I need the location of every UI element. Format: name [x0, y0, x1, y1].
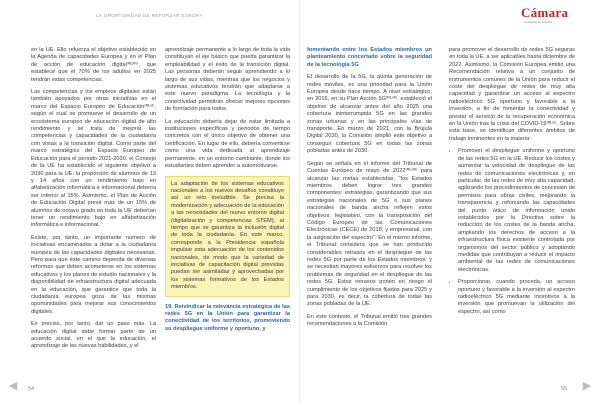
page-number-right: 55	[561, 386, 568, 392]
list-item: • Proporcionar, cuando proceda, un acceso oportuno y favorable a la inversión al espectro radioeléctrico 5G mediante incentivos a la inversión que promuevan la utilización del espectro, así como	[458, 279, 575, 316]
paragraph: Las competencias y los empleos digitales están también apoyados por otras iniciativas en el marco del Espacio Europeo de Educación⁽ᴿᴸᵛᴵ⁾, según el cual se promueve el desarrollo de un ecosistema europeo de educación digital de alto rendimiento y se trata de mejorar las competencias y capacidades de la ciudadanía con vistas a la transición digital. Como parte del marco estratégico del Espacio Europeo de Educación para el periodo 2021-2030, el Consejo de la UE ha establecido el siguiente objetivo a 2030 para la UE: la proporción de alumnos de 13 y 14 años con un rendimiento bajo en alfabetización informática e informacional debería ser inferior al 15%. Asimismo, el Plan de Acción de Educación Digital prevé más de un 15% de alumnos de octavo grado en toda la UE deberían tener un rendimiento bajo en alfabetización informática e informacional.	[31, 89, 156, 229]
paragraph: En este contexto, el Tribunal emitió tres grandes recomendaciones a la Comisión	[307, 313, 432, 328]
column-4	[449, 47, 575, 321]
page-number-left: 54	[28, 386, 35, 392]
page-spine	[299, 0, 300, 405]
next-page-icon[interactable]: ▶	[582, 380, 592, 392]
logo-subtitle: Comercio de España	[524, 20, 553, 24]
section-heading-continued: fomentando entre los Estados miembros un planteamiento concertado sobre la seguridad de la tecnología 5G	[307, 47, 432, 68]
paragraph: para promover el desarrollo de redes 5G seguras en toda la UE, a ser aplicables hasta diciembre de 2022. Asimismo, la Comisión Europea emitió una Recomendación relativa a un conjunto de instrumentos comunes de la Unión para reducir el coste del despliegue de redes de muy alta capacidad y garantizar un acceso al espectro radioeléctrico 5G oportuno y favorable a la inversión, a fin de fomentar la conectividad y prestar el servicio de la recuperación económica en la Unión tras la crisis del COVID-19⁽ᴿᴸᴵˣ⁾. Sobre esta base, se identifican diferentes ámbitos de trabajo inminentes en la materia:	[449, 47, 575, 142]
section-heading-19: 19. Reivindicar la relevancia estratégica de las redes 5G en la Unión para garantizar la conectividad de los territorios, promoviendo su despliegue uniforme y oportuno, y	[165, 303, 290, 332]
column-1	[31, 47, 156, 356]
running-header: LA OPORTUNIDAD DE REFORZAR EUROPA	[96, 13, 203, 18]
bullet-list	[449, 148, 575, 316]
camara-logo	[521, 3, 577, 27]
paragraph: Existe, por tanto, un importante número de iniciativas encaminadas a dotar a la ciudadanía europea de las capacidades digitales necesarias. Pero para que éste camino dependa de diversas reformas que deben acometerse en los sistemas educativos y los planes de estudio nacionales y la disponibilidad de infraestructura digital adecuada en la educación, que garantice que toda la ciudadanía europea goza de las mismas oportunidades para mejorar sus conocimientos digitales.	[31, 234, 156, 315]
paragraph: aprendizaje permanente a lo largo de toda la vida constituyan el eje básico que pueda garantizar la empleabilidad y el éxito de la transición digital. Las personas deberán seguir aprendiendo a lo largo de sus vidas, mientras que los negocios y sistemas educativos tendrán que adaptarse a este nuevo paradigma. La tecnología y la conectividad permitirán ofrecer mejores opciones de formación para todos.	[165, 47, 290, 113]
column-2	[165, 47, 290, 338]
paragraph: Es preciso, por tanto, dar un paso más. La educación digital debe formar parte de un acuerdo social, en el que la educación, el aprendizaje de las nuevas habilidades, y el	[31, 321, 156, 350]
paragraph: La educación debería dejar de estar limitada a instituciones específicas y periodos de tiempo concretos con el único objetivo de obtener una certificación. En lugar de ello, debería convertirse como una vida dedicada al aprendizaje permanente, en un entorno cambiante, donde los estudiantes deben aprender a automotivarse.	[165, 118, 290, 170]
paragraph: Según se señala en el informe del Tribunal de Cuentas Europeo de mayo de 2022⁽ᴿᴸᵛᴵᴵᴵ⁾ para alcanzar las metas establecidas, "los Estados miembros deben lograr tres grandes componentes: estrategias, garantizando que sus estrategias nacionales de 5G o sus planes nacionales de banda ancha reflejen estos objetivos; legislativo, con la transposición del Código Europeo de las Comunicaciones Electrónicas (CECE) de 2018; y empresarial, con la asignación del espectro". En el mismo informe, el Tribunal considera que se han producido considerables retrasos en el despliegue de las redes 5G por parte de los Estados miembros, y se necesitan mayores esfuerzos para resolver los problemas de seguridad en el despliegue de las redes 5G. Estos retrasos ponen en riesgo el cumplimiento de los objetivos fijados para 2025 y para 2030, es decir, la cobertura de todas las zonas pobladas de la UE.	[307, 160, 432, 308]
previous-page-icon[interactable]: ◀	[8, 380, 18, 392]
paragraph: en la UE. Ello refuerza el objetivo establecido en la Agenda de capacidades Europea y en el Plan de acción de educación digital⁽ᴿᴸᴿᵛ⁾, que establece que el 70% de los adultos en 2025 tendrán estas competencias.	[31, 47, 156, 83]
highlight-box: La adaptación de los sistemas educativos nacionales a los nuevos desafíos constituye así un reto ineludible. Se precisa la modernización y adecuación de la educación a las necesidades del nuevo entorno digital (digitalización y competencias STEM), al tiempo que se garantiza la inclusión digital de toda la ciudadanía. En este marco, corresponde a la Presidencia española impulsar esta adecuación de los contenidos nacionales, de modo que la variedad de iniciativas de capacitación digital previstas puedan ser asimiladas y aprovechadas por los sistemas formativos de los Estados miembros.	[165, 176, 290, 297]
paragraph: El desarrollo de la 5G, la quinta generación de redes móviles, es una prioridad para la Unión Europea desde hace tiempo. A nivel estratégico, en 2016, en su Plan Acción 5G⁽ᴿᴸᵛᴵᴵ⁾, estableció el objetivo de alcanzar antes del año 2025 una cobertura ininterrumpida 5G en las grandes zonas urbanas y en las principales vías de transporte. En marzo de 2021, con la Brújula Digital 2030, la Comisión amplió este objetivo a conseguir cobertura 5G en todas las zonas pobladas antes de 2030.	[307, 74, 432, 155]
column-3	[307, 47, 432, 334]
list-item: • Promover el despliegue uniforme y oportuno de las redes 5G en la UE. Reducir los costes y aumentar la velocidad de despliegue de las redes de comunicaciones electrónicas y, en particular, de las redes de muy alta capacidad, agilizando los procedimientos de concesión de permisos para obras civiles, mejorando la transparencia y reforzando las capacidades del punto único de información unido establecidos por la Directiva sobre la reducción de los costes de la banda ancha, ampliando los derechos de acceso a la infraestructura física existente controlada por organismos del sector público y adoptando medidas que contribuyan a reducir el impacto ambiental de las redes de comunicaciones electrónicas.	[458, 148, 575, 274]
logo-wordmark: Cámara	[521, 5, 569, 20]
